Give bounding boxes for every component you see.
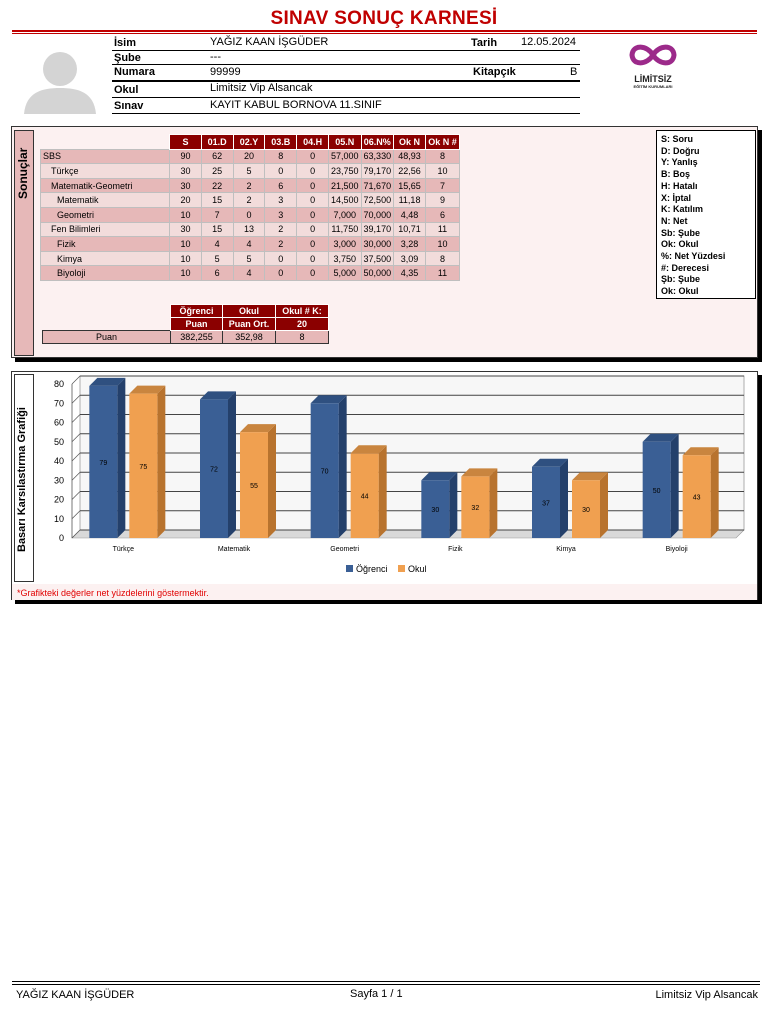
table-cell: 11 bbox=[425, 222, 459, 237]
sube-value: --- bbox=[210, 51, 221, 63]
row-label: Matematik-Geometri bbox=[41, 178, 170, 193]
puan-header-ogrenci: Öğrenci bbox=[171, 305, 223, 318]
kitapcik-label: Kitapçık bbox=[473, 66, 516, 78]
table-cell: 10 bbox=[425, 164, 459, 179]
x-tick-label: Matematik bbox=[217, 546, 251, 553]
puan-okul-value: 352,98 bbox=[223, 331, 276, 344]
table-cell: 4 bbox=[233, 266, 265, 281]
bar-side bbox=[268, 424, 276, 538]
table-cell: 0 bbox=[297, 207, 329, 222]
puan-header-ogrenci-sub: Puan bbox=[171, 318, 223, 331]
table-cell: 5,000 bbox=[329, 266, 362, 281]
legend-entry: S: Soru bbox=[661, 134, 694, 144]
table-row bbox=[41, 178, 460, 193]
table-cell: 20 bbox=[170, 193, 202, 208]
table-row bbox=[41, 193, 460, 208]
table-cell: 0 bbox=[297, 251, 329, 266]
sube-label: Şube bbox=[114, 52, 141, 64]
bar-data-label: 43 bbox=[692, 494, 701, 502]
gridline-depth bbox=[72, 492, 80, 500]
table-cell: 2 bbox=[233, 178, 265, 193]
table-cell: 7 bbox=[425, 178, 459, 193]
chart-side-label: Basarı Karsılastırma Grafiği bbox=[16, 407, 28, 553]
title-rule bbox=[12, 30, 757, 32]
column-header: 05.N bbox=[329, 135, 362, 150]
table-cell: 0 bbox=[297, 237, 329, 252]
gridline-depth bbox=[72, 453, 80, 461]
kitapcik-value: B bbox=[570, 66, 578, 78]
table-cell: 0 bbox=[265, 251, 297, 266]
okul-label: Okul bbox=[114, 84, 139, 96]
table-cell: 11 bbox=[425, 266, 459, 281]
title-rule-thin bbox=[12, 33, 757, 34]
bar-side bbox=[489, 468, 497, 538]
bar-side bbox=[449, 472, 457, 538]
legend-entry: N: Net bbox=[661, 215, 688, 226]
numara-value: 99999 bbox=[210, 66, 241, 78]
y-tick-label: 20 bbox=[53, 494, 64, 505]
column-header: 02.Y bbox=[233, 135, 265, 150]
footer-rule bbox=[12, 981, 760, 982]
table-cell: 8 bbox=[265, 149, 297, 164]
row-label: Kimya bbox=[41, 251, 170, 266]
table-cell: 4,48 bbox=[394, 207, 426, 222]
legend-entry: Y: Yanlış bbox=[661, 157, 698, 168]
table-cell: 2 bbox=[265, 237, 297, 252]
chart-side-tab bbox=[14, 374, 34, 582]
table-row bbox=[41, 251, 460, 266]
table-row bbox=[41, 149, 460, 164]
row-label: SBS bbox=[41, 149, 170, 164]
gridline-depth bbox=[72, 434, 80, 442]
sinav-value: KAYIT KABUL BORNOVA 11.SINIF bbox=[210, 99, 382, 111]
avatar bbox=[20, 44, 100, 114]
table-cell: 3 bbox=[265, 207, 297, 222]
table-cell: 15,65 bbox=[394, 178, 426, 193]
legend-label: Okul bbox=[408, 564, 427, 574]
okul-value: Limitsiz Vip Alsancak bbox=[210, 82, 313, 94]
gridline-depth bbox=[72, 415, 80, 423]
bar-side bbox=[711, 447, 719, 538]
table-cell: 37,500 bbox=[361, 251, 394, 266]
x-tick-label: Biyoloji bbox=[665, 546, 688, 553]
chart-footnote: *Grafikteki değerler net yüzdelerini göstermektir. bbox=[17, 588, 209, 598]
results-side-tab bbox=[14, 130, 34, 356]
table-cell: 0 bbox=[297, 193, 329, 208]
table-cell: 0 bbox=[265, 266, 297, 281]
table-cell: 15 bbox=[201, 222, 233, 237]
y-tick-label: 40 bbox=[53, 456, 64, 466]
table-cell: 0 bbox=[297, 164, 329, 179]
footer-page: Sayfa 1 / 1 bbox=[350, 988, 403, 1000]
legend-entry: K: Katılım bbox=[661, 204, 704, 215]
row-label: Geometri bbox=[41, 207, 170, 222]
table-cell: 8 bbox=[425, 149, 459, 164]
bar-data-label: 75 bbox=[139, 463, 148, 471]
bar-side bbox=[157, 386, 165, 538]
header-blank bbox=[41, 135, 170, 150]
table-cell: 15 bbox=[201, 193, 233, 208]
y-tick-label: 50 bbox=[53, 436, 64, 447]
table-cell: 7,000 bbox=[329, 207, 362, 222]
info-rule bbox=[112, 97, 580, 98]
table-cell: 20 bbox=[233, 149, 265, 164]
legend-entry: X: İptal bbox=[661, 192, 692, 203]
puan-table bbox=[42, 304, 329, 344]
table-cell: 48,93 bbox=[394, 149, 426, 164]
puan-header-okul: Okul bbox=[223, 305, 276, 318]
footer-rule-2 bbox=[12, 984, 760, 985]
bar-data-label: 30 bbox=[431, 507, 440, 515]
y-tick-label: 30 bbox=[53, 475, 64, 486]
puan-ogrenci-value: 382,255 bbox=[171, 331, 223, 344]
table-row bbox=[41, 207, 460, 222]
footer-student: YAĞIZ KAAN İŞGÜDER bbox=[16, 989, 135, 1001]
bar-data-label: 72 bbox=[210, 466, 218, 474]
table-cell: 5 bbox=[201, 251, 233, 266]
table-cell: 2 bbox=[233, 193, 265, 208]
legend-swatch bbox=[398, 565, 405, 572]
y-tick-label: 80 bbox=[53, 379, 64, 389]
legend-label: Öğrenci bbox=[356, 564, 388, 574]
column-header: 03.B bbox=[265, 135, 297, 150]
table-cell: 8 bbox=[425, 251, 459, 266]
table-row bbox=[41, 164, 460, 179]
table-cell: 3,09 bbox=[394, 251, 426, 266]
row-label: Matematik bbox=[41, 193, 170, 208]
info-rule bbox=[112, 113, 580, 114]
table-cell: 3 bbox=[265, 193, 297, 208]
gridline-depth bbox=[72, 511, 80, 519]
puan-header-okul-k-sub: 20 bbox=[276, 318, 329, 331]
table-cell: 10,71 bbox=[394, 222, 426, 237]
table-cell: 0 bbox=[233, 207, 265, 222]
row-label: Biyoloji bbox=[41, 266, 170, 281]
logo-text: LİMİTSİZ bbox=[634, 74, 672, 84]
school-logo bbox=[618, 40, 688, 90]
table-cell: 10 bbox=[170, 237, 202, 252]
bar-side bbox=[117, 378, 125, 538]
legend-entry: B: Boş bbox=[661, 169, 690, 180]
legend-entry: Ok: Okul bbox=[661, 239, 699, 250]
table-cell: 4 bbox=[233, 237, 265, 252]
footer-school: Limitsiz Vip Alsancak bbox=[655, 989, 758, 1001]
comparison-bar-chart bbox=[36, 374, 756, 584]
table-cell: 0 bbox=[265, 164, 297, 179]
table-cell: 22,56 bbox=[394, 164, 426, 179]
bar-side bbox=[228, 391, 236, 538]
table-cell: 14,500 bbox=[329, 193, 362, 208]
table-cell: 39,170 bbox=[361, 222, 394, 237]
table-cell: 10 bbox=[170, 266, 202, 281]
x-tick-label: Kimya bbox=[556, 546, 576, 553]
table-cell: 13 bbox=[233, 222, 265, 237]
isim-label: İsim bbox=[114, 37, 137, 49]
column-header: 01.D bbox=[201, 135, 233, 150]
bar-side bbox=[560, 459, 568, 538]
legend-entry: %: Net Yüzdesi bbox=[661, 251, 726, 262]
legend-entry: Ok: Okul bbox=[661, 286, 699, 297]
column-header: S bbox=[170, 135, 202, 150]
results-table bbox=[40, 134, 460, 281]
abbreviation-legend bbox=[656, 130, 756, 299]
table-row bbox=[41, 266, 460, 281]
sinav-label: Sınav bbox=[114, 100, 144, 112]
x-tick-label: Geometri bbox=[330, 546, 360, 553]
table-cell: 57,000 bbox=[329, 149, 362, 164]
table-cell: 25 bbox=[201, 164, 233, 179]
bar-side bbox=[379, 445, 387, 538]
table-cell: 7 bbox=[201, 207, 233, 222]
row-label: Fizik bbox=[41, 237, 170, 252]
results-side-label: Sonuçlar bbox=[16, 147, 30, 199]
legend-entry: Sb: Şube bbox=[661, 227, 701, 238]
gridline-depth bbox=[72, 395, 80, 403]
table-cell: 6 bbox=[201, 266, 233, 281]
table-row bbox=[41, 237, 460, 252]
column-header: Ok N # bbox=[425, 135, 459, 150]
y-tick-label: 0 bbox=[58, 533, 64, 543]
bar-data-label: 55 bbox=[250, 483, 258, 491]
table-cell: 6 bbox=[425, 207, 459, 222]
gridline-depth bbox=[72, 376, 80, 384]
y-tick-label: 60 bbox=[53, 417, 64, 428]
table-cell: 3,000 bbox=[329, 237, 362, 252]
x-tick-label: Fizik bbox=[448, 546, 463, 553]
puan-derece-value: 8 bbox=[276, 331, 329, 344]
bar-data-label: 44 bbox=[360, 493, 369, 501]
table-cell: 63,330 bbox=[361, 149, 394, 164]
page-title: SINAV SONUÇ KARNESİ bbox=[270, 8, 498, 29]
bar-side bbox=[339, 395, 347, 538]
legend-swatch bbox=[346, 565, 353, 572]
tarih-value: 12.05.2024 bbox=[521, 36, 577, 48]
table-cell: 62 bbox=[201, 149, 233, 164]
table-cell: 50,000 bbox=[361, 266, 394, 281]
table-cell: 4,35 bbox=[394, 266, 426, 281]
bar-side bbox=[600, 472, 608, 538]
table-cell: 10 bbox=[170, 251, 202, 266]
info-rule bbox=[112, 64, 580, 65]
puan-header-okul-k: Okul # K: bbox=[276, 305, 329, 318]
table-cell: 2 bbox=[265, 222, 297, 237]
table-cell: 30 bbox=[170, 222, 202, 237]
table-cell: 5 bbox=[233, 251, 265, 266]
table-cell: 23,750 bbox=[329, 164, 362, 179]
bar-side bbox=[671, 434, 679, 538]
table-cell: 30 bbox=[170, 178, 202, 193]
logo-subtext: EĞİTİM KURUMLARI bbox=[633, 84, 673, 89]
table-cell: 10 bbox=[425, 237, 459, 252]
puan-row-label: Puan bbox=[43, 331, 171, 344]
numara-label: Numara bbox=[114, 66, 155, 78]
bar-data-label: 79 bbox=[99, 459, 108, 467]
table-cell: 0 bbox=[297, 178, 329, 193]
column-header: Ok N bbox=[394, 135, 426, 150]
isim-value: YAĞIZ KAAN İŞGÜDER bbox=[210, 36, 329, 48]
table-cell: 9 bbox=[425, 193, 459, 208]
gridline-depth bbox=[72, 472, 80, 480]
table-cell: 0 bbox=[297, 222, 329, 237]
table-cell: 11,750 bbox=[329, 222, 362, 237]
info-rule bbox=[112, 50, 580, 51]
column-header: 06.N% bbox=[361, 135, 394, 150]
x-tick-label: Türkçe bbox=[112, 546, 135, 553]
y-tick-label: 10 bbox=[53, 513, 64, 524]
table-cell: 22 bbox=[201, 178, 233, 193]
table-cell: 79,170 bbox=[361, 164, 394, 179]
table-cell: 30 bbox=[170, 164, 202, 179]
column-header: 04.H bbox=[297, 135, 329, 150]
row-label: Türkçe bbox=[41, 164, 170, 179]
legend-entry: #: Derecesi bbox=[661, 262, 710, 273]
legend-entry: D: Doğru bbox=[661, 145, 700, 156]
legend-entry: Şb: Şube bbox=[661, 274, 701, 285]
bar-data-label: 30 bbox=[582, 507, 590, 515]
table-row bbox=[41, 222, 460, 237]
table-cell: 30,000 bbox=[361, 237, 394, 252]
table-cell: 72,500 bbox=[361, 193, 394, 208]
y-tick-label: 70 bbox=[53, 398, 64, 409]
table-cell: 70,000 bbox=[361, 207, 394, 222]
bar-data-label: 32 bbox=[471, 505, 480, 513]
table-cell: 0 bbox=[297, 149, 329, 164]
table-cell: 3,750 bbox=[329, 251, 362, 266]
bar-data-label: 37 bbox=[542, 500, 550, 508]
bar-data-label: 50 bbox=[652, 487, 661, 495]
table-cell: 6 bbox=[265, 178, 297, 193]
table-cell: 3,28 bbox=[394, 237, 426, 252]
infinity-logo-icon bbox=[625, 40, 681, 70]
table-cell: 0 bbox=[297, 266, 329, 281]
row-label: Fen Bilimleri bbox=[41, 222, 170, 237]
legend-entry: H: Hatalı bbox=[661, 180, 698, 191]
table-cell: 4 bbox=[201, 237, 233, 252]
table-cell: 71,670 bbox=[361, 178, 394, 193]
table-cell: 11,18 bbox=[394, 193, 426, 208]
tarih-label: Tarih bbox=[471, 37, 498, 49]
table-cell: 5 bbox=[233, 164, 265, 179]
table-cell: 21,500 bbox=[329, 178, 362, 193]
table-cell: 90 bbox=[170, 149, 202, 164]
bar-data-label: 70 bbox=[320, 468, 329, 476]
puan-header-okul-sub: Puan Ort. bbox=[223, 318, 276, 331]
table-cell: 10 bbox=[170, 207, 202, 222]
info-rule bbox=[112, 80, 580, 82]
